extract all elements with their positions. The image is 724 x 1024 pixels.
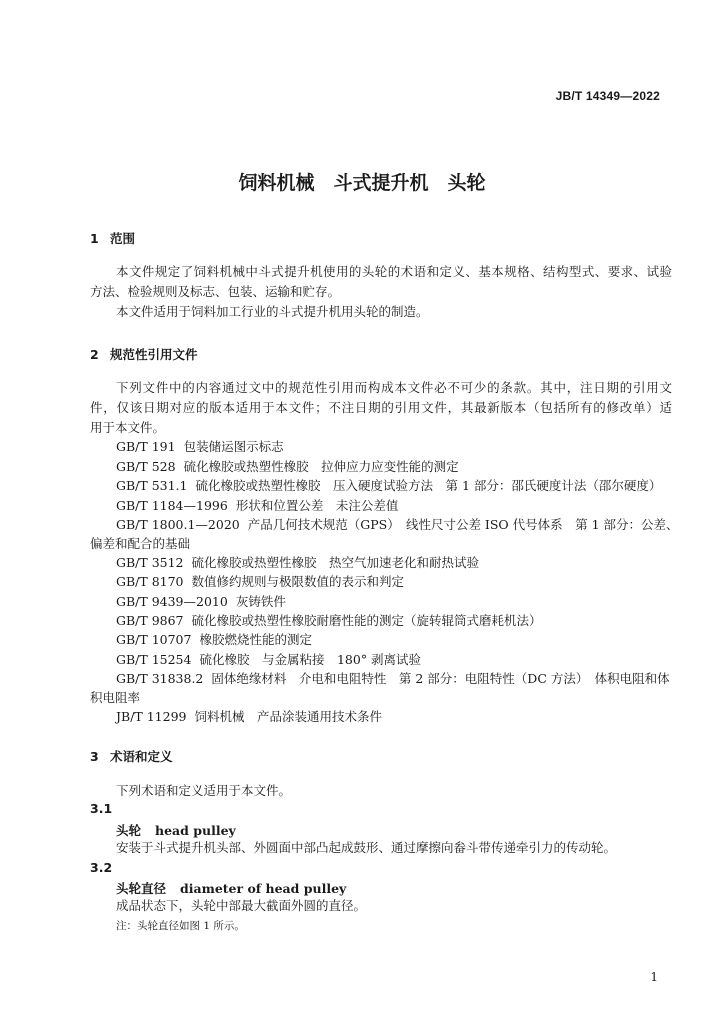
reference-continuation: 积电阻率 [90,690,141,705]
term-name [116,879,346,897]
paragraph-line: 下列文件中的内容通过文中的规范性引用而构成本文件必不可少的条款。其中，注日期的引用文 [116,380,672,395]
term-name-en: diameter of head pulley [180,881,347,896]
term-definition: 安装于斗式提升机头部、外圆面中部凸起成鼓形、通过摩擦向畚斗带传递牵引力的传动轮。 [116,840,617,855]
reference-title: 硫化橡胶或热塑性橡胶 压入硬度试验方法 第 1 部分：邵氏硬度计法（邵尔硬度） [195,478,662,493]
reference-code: GB/T 3512 [116,555,184,570]
reference-code: GB/T 31838.2 [116,671,204,686]
reference-item [116,630,312,650]
term-number: 3.1 [90,801,113,816]
reference-continuation: 偏差和配合的基础 [90,536,191,551]
reference-item [116,669,670,689]
reference-code: GB/T 9867 [116,613,184,628]
reference-title: 硫化橡胶 与金属粘接 180° 剥离试验 [199,652,422,667]
term-name-cn: 头轮直径 [116,881,167,896]
reference-code: GB/T 531.1 [116,478,188,493]
paragraph-line: 方法、检验规则及标志、包装、运输和贮存。 [90,284,341,299]
reference-title: 产品几何技术规范（GPS） 线性尺寸公差 ISO 代号体系 第 1 部分：公差、 [247,517,679,532]
reference-item [116,592,286,612]
term-name-en: head pulley [155,823,236,838]
paragraph-line: 用于本文件。 [90,420,166,435]
reference-title: 灰铸铁件 [235,594,286,609]
section-3-heading [90,747,173,765]
reference-code: GB/T 528 [116,459,176,474]
paragraph-line: 本文件规定了饲料机械中斗式提升机使用的头轮的术语和定义、基本规格、结构型式、要求、试验 [116,264,672,279]
reference-item [116,437,284,457]
reference-code: GB/T 10707 [116,632,192,647]
reference-code: JB/T 11299 [116,709,187,724]
section-1-heading [90,229,135,247]
term-definition: 成品状态下，头轮中部最大截面外圆的直径。 [116,898,367,913]
term-note: 注：头轮直径如图 1 所示。 [116,920,245,932]
reference-item [116,457,459,477]
section-title: 范围 [110,231,136,246]
reference-item [116,611,542,631]
reference-code: GB/T 8170 [116,574,184,589]
section-title: 规范性引用文件 [110,347,198,362]
section-number: 2 [90,347,99,362]
reference-title: 固体绝缘材料 介电和电阻特性 第 2 部分：电阻特性（DC 方法） 体积电阻和体 [211,671,670,686]
reference-item [116,476,661,496]
reference-code: GB/T 15254 [116,652,192,667]
reference-code: GB/T 191 [116,439,176,454]
reference-title: 形状和位置公差 未注公差值 [235,498,399,513]
reference-title: 硫化橡胶或热塑性橡胶 热空气加速老化和耐热试验 [191,555,480,570]
reference-code: GB/T 9439—2010 [116,594,228,609]
reference-title: 数值修约规则与极限数值的表示和判定 [191,574,405,589]
reference-item [116,553,479,573]
standard-code: JB/T 14349—2022 [555,89,660,103]
paragraph: 本文件适用于饲料加工行业的斗式提升机用头轮的制造。 [116,304,429,319]
paragraph: 下列术语和定义适用于本文件。 [116,783,292,798]
paragraph-line: 件，仅该日期对应的版本适用于本文件；不注日期的引用文件，其最新版本（包括所有的修改单）适 [90,400,672,415]
reference-code: GB/T 1800.1—2020 [116,517,240,532]
reference-code: GB/T 1184—1996 [116,498,228,513]
reference-title: 硫化橡胶或热塑性橡胶耐磨性能的测定（旋转辊筒式磨耗机法） [191,613,542,628]
reference-title: 橡胶燃烧性能的测定 [199,632,312,647]
term-name-cn: 头轮 [116,823,142,838]
reference-item [116,707,382,727]
term-name [116,821,236,839]
section-number: 1 [90,231,99,246]
section-2-heading [90,345,198,363]
reference-title: 硫化橡胶或热塑性橡胶 拉伸应力应变性能的测定 [183,459,459,474]
reference-title: 包装储运图示标志 [183,439,284,454]
reference-item [116,572,404,592]
section-number: 3 [90,749,99,764]
reference-item [116,650,421,670]
reference-item [116,515,679,535]
reference-title: 饲料机械 产品涂装通用技术条件 [194,709,382,724]
page-number: 1 [650,970,658,984]
document-title: 饲料机械 斗式提升机 头轮 [238,172,486,194]
section-title: 术语和定义 [110,749,173,764]
reference-item [116,496,398,516]
term-number: 3.2 [90,860,113,875]
